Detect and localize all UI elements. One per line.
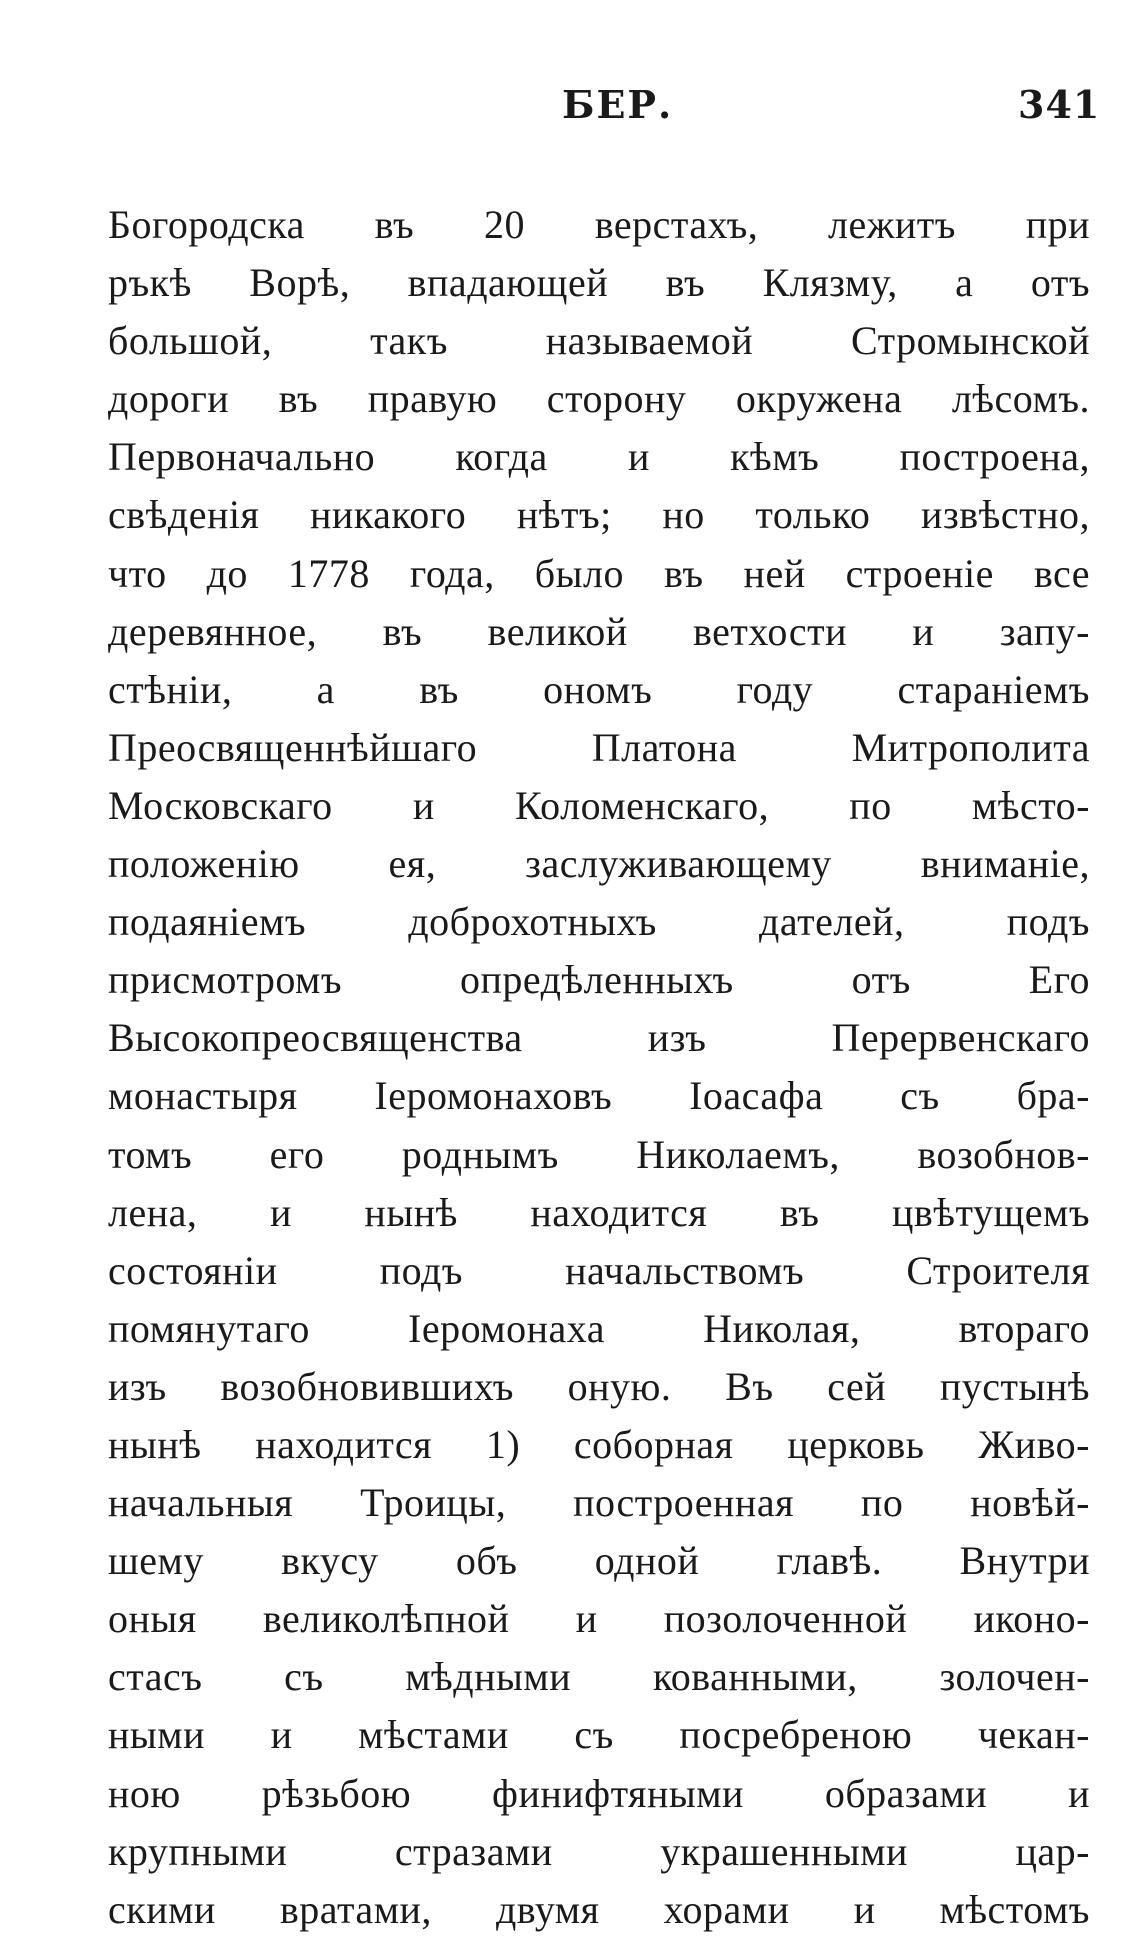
text-line: начальныя Троицы, построенная по новѣй-	[108, 1480, 1090, 1526]
text-line: стасъ съ мѣдными кованными, золочен-	[108, 1654, 1090, 1700]
text-line: что до 1778 года, было въ ней строеніе все	[108, 550, 1090, 596]
text-line: помянутаго Іеромонаха Николая, втораго	[108, 1305, 1090, 1351]
text-line: оныя великолѣпной и позолоченной иконо-	[108, 1596, 1090, 1642]
text-line: положенію ея, заслуживающему вниманіе,	[108, 841, 1090, 887]
page-header	[0, 82, 1140, 142]
page-number: 341	[1018, 82, 1101, 127]
text-line: дороги въ правую сторону окружена лѣсомъ.	[108, 376, 1090, 422]
text-line: Богородска въ 20 верстахъ, лежитъ при	[108, 202, 1090, 247]
text-line: нынѣ находится 1) соборная церковь Живо-	[108, 1421, 1090, 1467]
text-line: Преосвященнѣйшаго Платона Митрополита	[108, 724, 1090, 770]
text-line: Московскаго и Коломенскаго, по мѣсто-	[108, 782, 1090, 828]
text-line: лена, и нынѣ находится въ цвѣтущемъ	[108, 1189, 1090, 1235]
text-line: деревянное, въ великой ветхости и запу-	[108, 608, 1090, 654]
text-line: ною рѣзьбою финифтяными образами и	[108, 1770, 1090, 1816]
text-line: большой, такъ называемой Стромынской	[108, 318, 1090, 364]
text-line: монастыря Іеромонаховъ Іоасафа съ бра-	[108, 1073, 1090, 1119]
text-line: Высокопреосвященства изъ Перервенскаго	[108, 1015, 1090, 1061]
running-head: БЕР.	[562, 82, 674, 127]
text-line: ръкѣ Ворѣ, впадающей въ Клязму, а отъ	[108, 260, 1090, 306]
text-line: ными и мѣстами съ посребреною чекан-	[108, 1712, 1090, 1758]
text-line: томъ его роднымъ Николаемъ, возобнов-	[108, 1131, 1090, 1177]
text-line: подаяніемъ доброхотныхъ дателей, подъ	[108, 899, 1090, 945]
text-line: изъ возобновившихъ оную. Въ сей пустынѣ	[108, 1363, 1090, 1409]
text-line: крупными стразами украшенными цар-	[108, 1828, 1090, 1874]
body-text	[108, 196, 1090, 1939]
text-line: стѣніи, а въ ономъ году стараніемъ	[108, 666, 1090, 712]
text-line: шему вкусу объ одной главѣ. Внутри	[108, 1538, 1090, 1584]
text-line: присмотромъ опредѣленныхъ отъ Его	[108, 957, 1090, 1003]
text-line: свѣденія никакого нѣтъ; но только извѣстно,	[108, 492, 1090, 538]
text-line: Первоначально когда и кѣмъ построена,	[108, 434, 1090, 480]
text-line: скими вратами, двумя хорами и мѣстомъ	[108, 1886, 1090, 1932]
text-line: состояніи подъ начальствомъ Строителя	[108, 1247, 1090, 1293]
